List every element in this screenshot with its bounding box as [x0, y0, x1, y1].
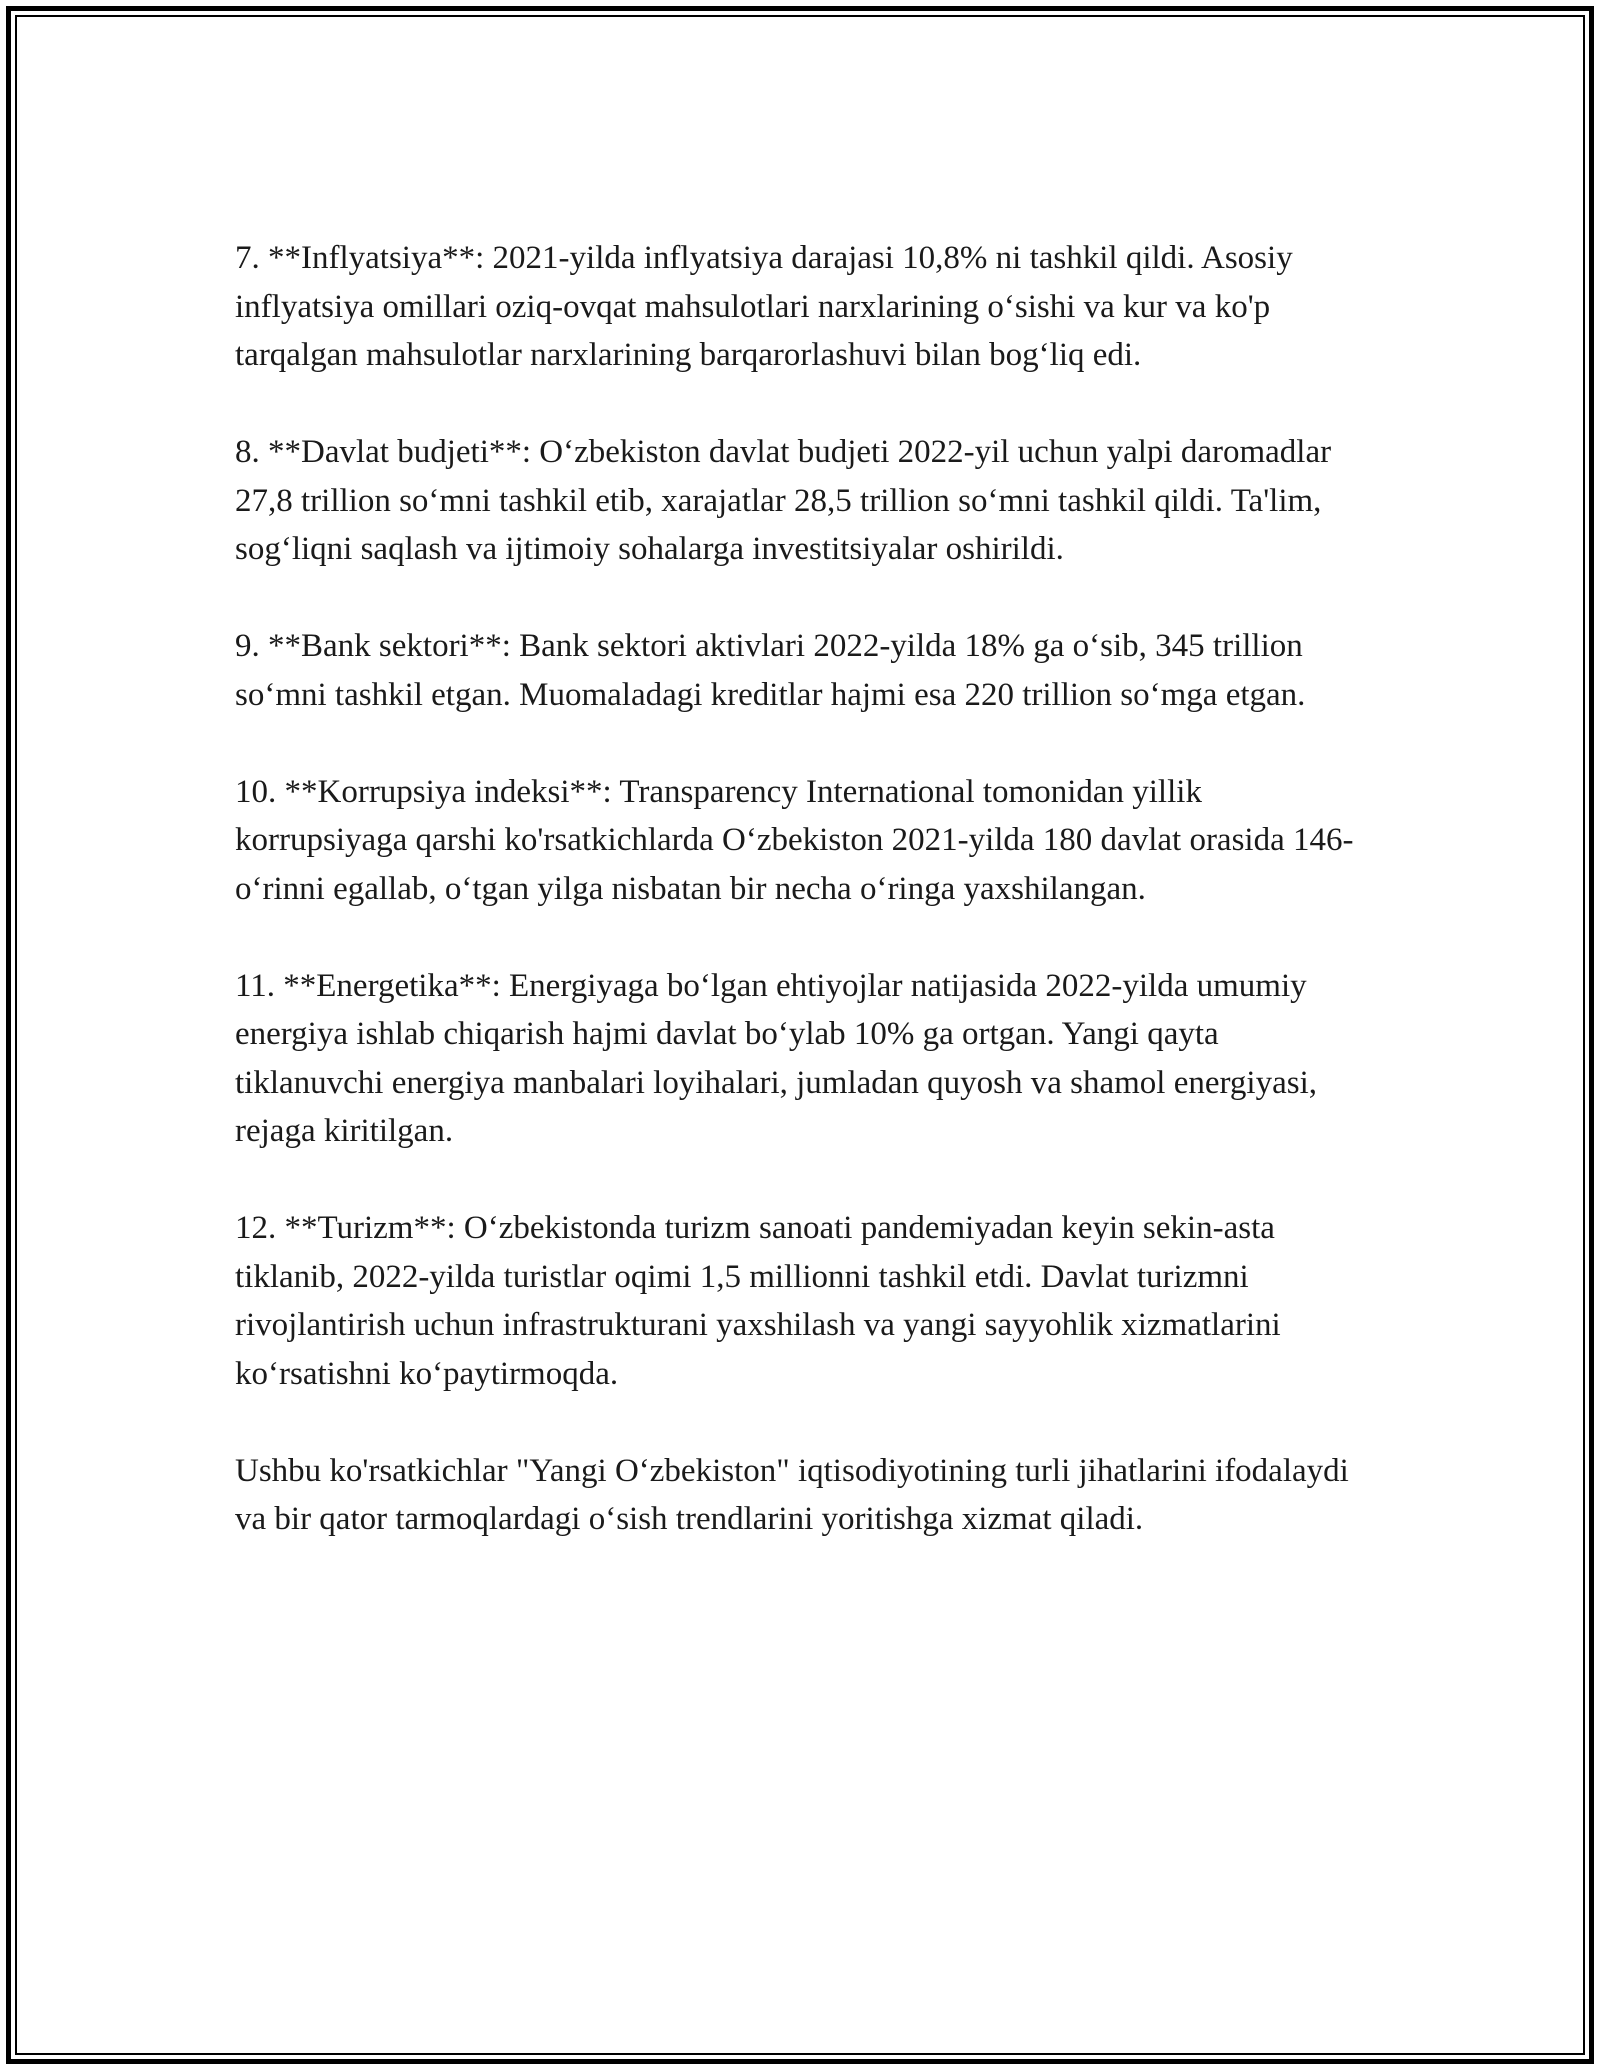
document-body — [235, 234, 1365, 1544]
paragraph-bank-sector: 9. **Bank sektori**: Bank sektori aktivlari 2022-yilda 18% ga o‘sib, 345 trillion so‘mni tashkil etgan. Muomaladagi kreditlar hajmi esa 220 trillion so‘mga etgan. — [235, 628, 1306, 713]
paragraph-energy: 11. **Energetika**: Energiyaga bo‘lgan ehtiyojlar natijasida 2022-yilda umumiy energiya ishlab chiqarish hajmi davlat bo‘ylab 10% ga ortgan. Yangi qayta tiklanuvchi energiya manbalari loyihalari, jumladan quyosh va shamol energiyasi, rejaga kiritilgan. — [235, 967, 1317, 1149]
paragraph-inflation: 7. **Inflyatsiya**: 2021-yilda inflyatsiya darajasi 10,8% ni tashkil qildi. Asosiy inflyatsiya omillari oziq-ovqat mahsulotlari narxlarining o‘sishi va kur va ko'p tarqalgan mahsulotlar narxlarining barqarorlashuvi bilan bog‘liq edi. — [235, 240, 1293, 373]
paragraph-corruption-index: 10. **Korrupsiya indeksi**: Transparency International tomonidan yillik korrupsiyaga qarshi ko'rsatkichlarda O‘zbekiston 2021-yilda 180 davlat orasida 146-o‘rinni egallab, o‘tgan yilga nisbatan bir necha o‘ringa yaxshilangan. — [235, 773, 1354, 907]
paragraph-state-budget: 8. **Davlat budjeti**: O‘zbekiston davlat budjeti 2022-yil uchun yalpi daromadlar 27,8 trillion so‘mni tashkil etib, xarajatlar 28,5 trillion so‘mni tashkil qildi. Ta'lim, sog‘liqni saqlash va ijtimoiy sohalarga investitsiyalar oshirildi. — [235, 434, 1332, 567]
paragraph-conclusion: Ushbu ko'rsatkichlar "Yangi O‘zbekiston" iqtisodiyotining turli jihatlarini ifodalaydi va bir qator tarmoqlardagi o‘sish trendlarini yoritishga xizmat qiladi. — [235, 1452, 1349, 1537]
paragraph-tourism: 12. **Turizm**: O‘zbekistonda turizm sanoati pandemiyadan keyin sekin-asta tiklanib, 2022-yilda turistlar oqimi 1,5 millionni tashkil etdi. Davlat turizmni rivojlantirish uchun infrastrukturani yaxshilash va yangi sayyohlik xizmatlarini ko‘rsatishni ko‘paytirmoqda. — [235, 1210, 1281, 1392]
